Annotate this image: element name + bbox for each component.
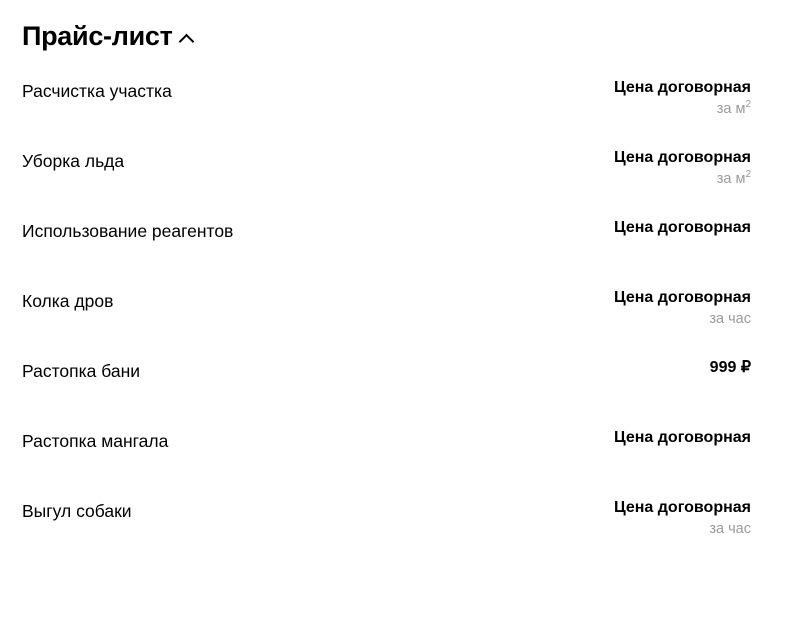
price-item-name: Использование реагентов [22, 220, 234, 241]
price-item-name: Выгул собаки [22, 500, 132, 521]
price-item-unit [614, 100, 751, 119]
price-item-unit-text: за м [716, 100, 746, 117]
price-item-name: Растопка мангала [22, 430, 169, 451]
price-item-value: Цена договорная [613, 288, 751, 306]
price-row [22, 350, 751, 420]
price-row [22, 210, 751, 280]
price-item-value: Цена договорная [613, 148, 751, 166]
price-item-value: Цена договорная [613, 498, 751, 516]
price-item-name: Растопка бани [22, 360, 141, 381]
chevron-up-icon[interactable] [179, 30, 195, 46]
price-item-value-group [614, 288, 751, 329]
price-item-value-group [614, 78, 751, 119]
price-item-unit-text: за м [716, 170, 746, 187]
price-item-name: Расчистка участка [22, 80, 172, 101]
price-item-value: Цена договорная [613, 78, 751, 96]
price-item-unit-exponent: 2 [745, 98, 751, 110]
price-item-value-group [614, 148, 751, 189]
price-row [22, 140, 751, 210]
price-item-unit [614, 170, 751, 189]
price-item-name: Колка дров [22, 290, 114, 311]
page-title: Прайс-лист [22, 21, 173, 51]
price-row [22, 490, 751, 560]
price-row [22, 420, 751, 490]
price-row [22, 70, 751, 140]
price-item-unit: за час [709, 310, 751, 327]
price-list [22, 70, 751, 560]
price-item-unit-exponent: 2 [745, 168, 751, 180]
price-item-value-group [710, 358, 751, 378]
price-row [22, 280, 751, 350]
price-item-value-group [614, 498, 751, 539]
price-item-value: Цена договорная [613, 428, 751, 446]
price-item-name: Уборка льда [22, 150, 125, 171]
price-item-value: Цена договорная [613, 218, 751, 236]
price-list-header[interactable] [22, 22, 195, 52]
price-item-value-group [614, 428, 751, 448]
price-item-value-group [614, 218, 751, 238]
price-item-unit: за час [709, 520, 751, 537]
price-item-value: 999 ₽ [709, 358, 751, 376]
